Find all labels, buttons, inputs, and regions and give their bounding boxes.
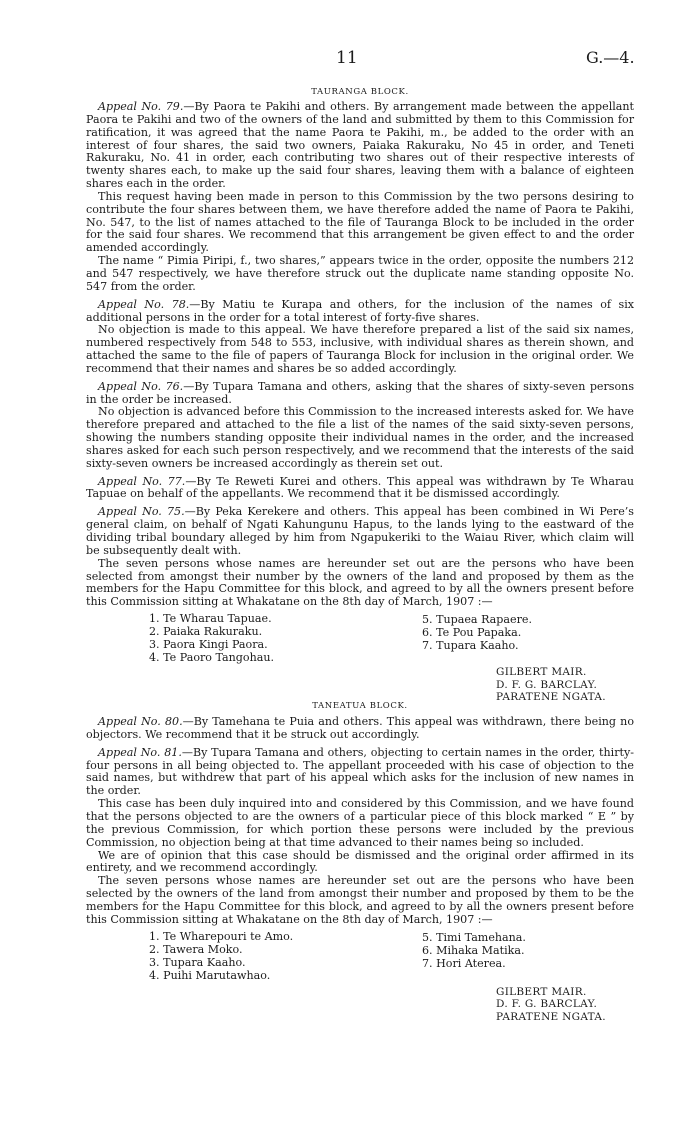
names-column-left xyxy=(149,612,274,664)
signature: PARATENE NGATA. xyxy=(496,1010,606,1023)
appeal-79-paragraph: Appeal No. 79.—By Paora te Pakihi and others. By arrangement made between the appellant Paora te Pakihi and two of the owners of the land and submitted by them to this Commission for ratification, it was agreed that the name Paora te Pakihi, m., be added to the order with an interest of four shares, the said two owners, Paiaka Rakuraku, No 45 in order, and Teneti Rakuraku, No. 41 in order, each contributing two shares out of their respective interests of twenty shares each, to make up the said four shares, leaving them with a balance of eighteen shares each in the order. xyxy=(86,100,635,191)
signature: PARATENE NGATA. xyxy=(496,691,606,704)
signature: GILBERT MAIR. xyxy=(496,666,587,679)
appeal-77-paragraph: Appeal No. 77.—By Te Reweti Kurei and others. This appeal was withdrawn by Te Wharau Tapuae on behalf of the appellants. We recommend that it be dismissed accordingly. xyxy=(86,474,635,501)
list-item: 7. Tupara Kaaho. xyxy=(422,639,519,653)
list-item: 5. Timi Tamehana. xyxy=(422,930,526,944)
appeal-81-paragraph-2: This case has been duly inquired into and considered by this Commission, and we have found that the persons objected to are the owners of a particular piece of this block marked “ E ” by the previous Commission, for which portion these persons were included by the previous Commission, no objection being at that time advanced to their names being so included. xyxy=(86,797,634,849)
appeal-81-paragraph: Appeal No. 81.—By Tupara Tamana and others, objecting to certain names in the order, thirty-four persons in all being objected to. The appellant proceeded with his case of objection to the said names, but withdrew that part of his appeal which asks for the inclusion of new names in the order. xyxy=(86,745,634,798)
section-title-tauranga: TAURANGA BLOCK. xyxy=(311,87,409,97)
signature: D. F. G. BARCLAY. xyxy=(496,678,598,691)
appeal-79-paragraph-2: This request having been made in person to this Commission by the two persons desiring to contribute the four shares between them, we have therefore added the name of Paora te Pakihi, No. 547, to the list of names attached to the file of Tauranga Block to be included in the order for the said four shares. We recommend that this arrangement be given effect to and the order amended accordingly. xyxy=(86,189,634,255)
appeal-78-paragraph-2: No objection is made to this appeal. We have therefore prepared a list of the said six names, numbered respectively from 548 to 553, inclusive, with individual shares as therein shown, and attached the same to the file of papers of Tauranga Block for inclusion in the original order. We recommend that their names and shares be so added accordingly. xyxy=(86,323,634,375)
appeal-78-paragraph: Appeal No. 78.—By Matiu te Kurapa and others, for the inclusion of the names of six additional persons in the order for a total interest of forty-five shares. xyxy=(86,297,635,324)
appeal-75-paragraph: Appeal No. 75.—By Peka Kerekere and others. This appeal has been combined in Wi Pere’s general claim, on behalf of Ngati Kahungunu Hapus, to the lands lying to the eastward of the dividing tribal boundary alleged by him from Ngapukeriki to the Waiau River, which claim will be subsequently dealt with. xyxy=(86,505,635,557)
list-item: 3. Tupara Kaaho. xyxy=(149,955,246,969)
section-title-taneatua: TANEATUA BLOCK. xyxy=(312,701,408,712)
list-item: 6. Te Pou Papaka. xyxy=(422,626,522,640)
appeal-75-paragraph-2: The seven persons whose names are hereunder set out are the persons who have been selected from amongst their number by the owners of the land and proposed by them as the members for the Hapu Committee for this block, and agreed to by all the owners present before this Commission sitting at Whakatane on the 8th day of March, 1907 :— xyxy=(86,556,634,609)
signature: GILBERT MAIR. xyxy=(496,985,587,998)
names-column-left xyxy=(149,930,293,982)
names-column-right xyxy=(422,613,532,652)
list-item: 6. Mihaka Matika. xyxy=(422,943,525,957)
appeal-80-label: Appeal No. 80. xyxy=(98,715,183,729)
appeal-77-label: Appeal No. 77. xyxy=(98,474,186,488)
appeal-78-label: Appeal No. 78. xyxy=(98,297,190,311)
appeal-75-label: Appeal No. 75. xyxy=(98,505,185,519)
appeal-79-label: Appeal No. 79. xyxy=(98,100,184,113)
list-item: 7. Hori Aterea. xyxy=(422,956,506,970)
signature: D. F. G. BARCLAY. xyxy=(496,998,598,1011)
appeal-76-paragraph: Appeal No. 76.—By Tupara Tamana and others, asking that the shares of sixty-seven persons in the order be increased. xyxy=(86,379,635,406)
committee-names-tauranga xyxy=(86,612,634,670)
names-column-right xyxy=(422,931,526,970)
list-item: 4. Puihi Marutawhao. xyxy=(149,968,271,982)
page-body xyxy=(86,86,634,1026)
committee-names-taneatua xyxy=(86,930,634,988)
appeal-81-paragraph-3: We are of opinion that this case should be dismissed and the original order affirmed in its entirety, and we recommend accordingly. xyxy=(86,848,634,875)
list-item: 5. Tupaea Rapaere. xyxy=(422,613,532,627)
appeal-76-paragraph-2: No objection is advanced before this Commission to the increased interests asked for. We have therefore prepared and attached to the file a list of the names of the said sixty-seven persons, showing the numbers standing opposite their individual names in the order, and the increased shares asked for each such person respectively, and we recommend that the interests of the said sixty-seven owners be increased accordingly as therein set out. xyxy=(86,405,634,470)
document-reference: G.—4. xyxy=(586,48,635,67)
appeal-80-paragraph: Appeal No. 80.—By Tamehana te Puia and others. This appeal was withdrawn, there being no objectors. We recommend that it be struck out accordingly. xyxy=(86,715,634,741)
list-item: 1. Te Wharepouri te Amo. xyxy=(149,929,294,943)
list-item: 2. Paiaka Rakuraku. xyxy=(149,625,263,639)
appeal-79-paragraph-3: The name “ Pimia Piripi, f., two shares,” appears twice in the order, opposite the numbers 212 and 547 respectively, we have therefore struck out the duplicate name standing opposite No. 547 from the order. xyxy=(86,254,634,293)
page-number: 11 xyxy=(336,48,358,68)
list-item: 4. Te Paoro Tangohau. xyxy=(149,651,275,665)
signatures-taneatua xyxy=(496,986,634,1026)
signatures-tauranga xyxy=(496,666,634,706)
appeal-76-label: Appeal No. 76. xyxy=(98,379,184,393)
list-item: 2. Tawera Moko. xyxy=(149,942,243,956)
list-item: 3. Paora Kingi Paora. xyxy=(149,638,268,652)
appeal-81-paragraph-4: The seven persons whose names are hereunder set out are the persons who have been selected by the owners of the land from amongst their number and proposed by them to be the members for the Hapu Committee for this block, and agreed to by all the owners present before this Commission sitting at Whakatane on the 8th day of March, 1907 :— xyxy=(86,874,634,926)
list-item: 1. Te Wharau Tapuae. xyxy=(149,612,272,626)
appeal-81-label: Appeal No. 81. xyxy=(98,745,182,759)
